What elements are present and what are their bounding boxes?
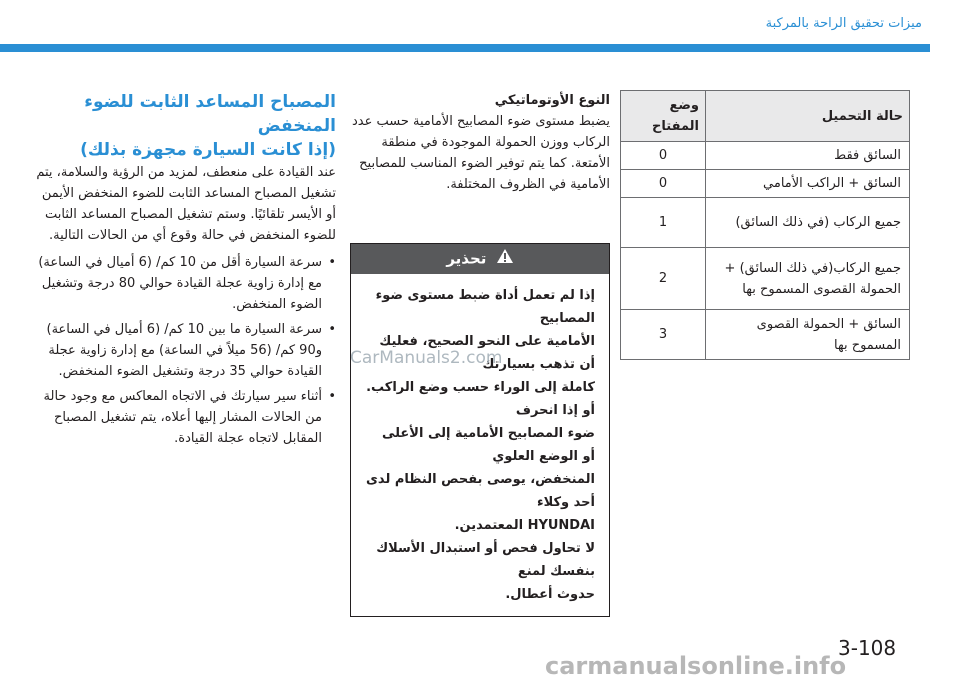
- intro-paragraph: عند القيادة على منعطف، لمزيد من الرؤية والسلامة، يتم تشغيل المصباح المساعد الثابت للضوء المنخفض الأيمن أو الأيسر تلقائيًا. وستم تشغيل المصباح المساعد الثابت للضوء المنخفض في حالة وقوع أي من الحالات التالية.: [36, 165, 336, 243]
- table-header-level: وضع المفتاح: [621, 91, 706, 142]
- static-bending-light-column: [36, 90, 336, 453]
- warning-line: ضوء المصابيح الأمامية إلى الأعلى أو الوضع العلوي: [381, 426, 595, 464]
- table-row: [621, 310, 910, 360]
- warning-body: [351, 274, 609, 616]
- table-row: [621, 198, 910, 248]
- bullet-icon: •: [328, 389, 336, 404]
- load-table-column: [620, 90, 910, 360]
- table-header-load: حالة التحميل: [706, 91, 910, 142]
- table-cell-level: 1: [621, 198, 706, 248]
- warning-line: إذا لم تعمل أداة ضبط مستوى ضوء المصابيح: [375, 288, 595, 326]
- warning-box: [350, 243, 610, 617]
- footer-watermark: carmanualsonline.info: [545, 652, 847, 680]
- warning-title: تحذير: [446, 249, 487, 268]
- conditions-list: [36, 252, 336, 449]
- warning-line: المنخفض، يوصى بفحص النظام لدى أحد وكلاء: [366, 472, 595, 510]
- list-item: [36, 386, 336, 449]
- warning-line: لا تحاول فحص أو استبدال الأسلاك بنفسك لمنع: [376, 541, 595, 579]
- table-cell-load: جميع الركاب (في ذلك السائق): [706, 198, 910, 248]
- table-row: [621, 170, 910, 198]
- table-cell-load: السائق + الحمولة القصوى المسموح بها: [706, 310, 910, 360]
- warning-line: كاملة إلى الوراء حسب وضع الراكب. أو إذا انحرف: [366, 380, 595, 418]
- warning-line: حدوث أعطال.: [505, 587, 595, 602]
- list-item-text: سرعة السيارة ما بين 10 كم/ (6 أميال في الساعة) و90 كم/ (56 ميلاً في الساعة) مع إدارة زاوية عجلة القيادة حوالي 35 درجة وتشغيل الضوء المنخفض.: [46, 322, 322, 379]
- table-header-row: [621, 91, 910, 142]
- table-cell-level: 0: [621, 170, 706, 198]
- warning-line: HYUNDAI المعتمدين.: [454, 518, 595, 533]
- header-rule: [0, 44, 930, 52]
- table-cell-level: 0: [621, 142, 706, 170]
- list-item: [36, 252, 336, 315]
- table-cell-load: السائق فقط: [706, 142, 910, 170]
- table-cell-level: 3: [621, 310, 706, 360]
- table-row: [621, 142, 910, 170]
- list-item-text: أثناء سير سيارتك في الاتجاه المعاكس مع وجود حالة من الحالات المشار إليها أعلاه، يتم تشغيل المصباح المقابل لاتجاه عجلة القيادة.: [43, 389, 322, 446]
- watermark: CarManuals2.com: [350, 348, 503, 368]
- warning-line: الأمامية على النحو الصحيح، فعليك أن تذهب بسيارتك: [379, 334, 595, 372]
- load-table: [620, 90, 910, 360]
- list-item-text: سرعة السيارة أقل من 10 كم/ (6 أميال في الساعة) مع إدارة زاوية عجلة القيادة حوالي 80 درجة وتشغيل الضوء المنخفض.: [38, 255, 322, 312]
- page-number: 3-108: [838, 636, 897, 660]
- bullet-icon: •: [328, 322, 336, 337]
- auto-type-paragraph: يضبط مستوى ضوء المصابيح الأمامية حسب عدد الركاب ووزن الحمولة الموجودة في منطقة الأمتعة. كما يتم توفير الضوء المناسب للمصابيح الأمامية في الظروف المختلفة.: [351, 114, 610, 192]
- warning-header: [351, 244, 609, 274]
- auto-type-heading: النوع الأوتوماتيكي: [494, 93, 610, 108]
- bullet-icon: •: [328, 255, 336, 270]
- section-heading-line2: المنخفض: [257, 116, 336, 136]
- list-item: [36, 319, 336, 382]
- warning-icon: [496, 248, 514, 270]
- section-heading-line1: المصباح المساعد الثابت للضوء: [84, 92, 336, 112]
- section-heading-line3: (إذا كانت السيارة مجهزة بذلك): [80, 140, 336, 160]
- table-cell-load: جميع الركاب(في ذلك السائق) + الحمولة القصوى المسموح بها: [706, 248, 910, 310]
- table-row: [621, 248, 910, 310]
- header-title: ميزات تحقيق الراحة بالمركبة: [765, 16, 922, 31]
- table-cell-load: السائق + الراكب الأمامي: [706, 170, 910, 198]
- table-cell-level: 2: [621, 248, 706, 310]
